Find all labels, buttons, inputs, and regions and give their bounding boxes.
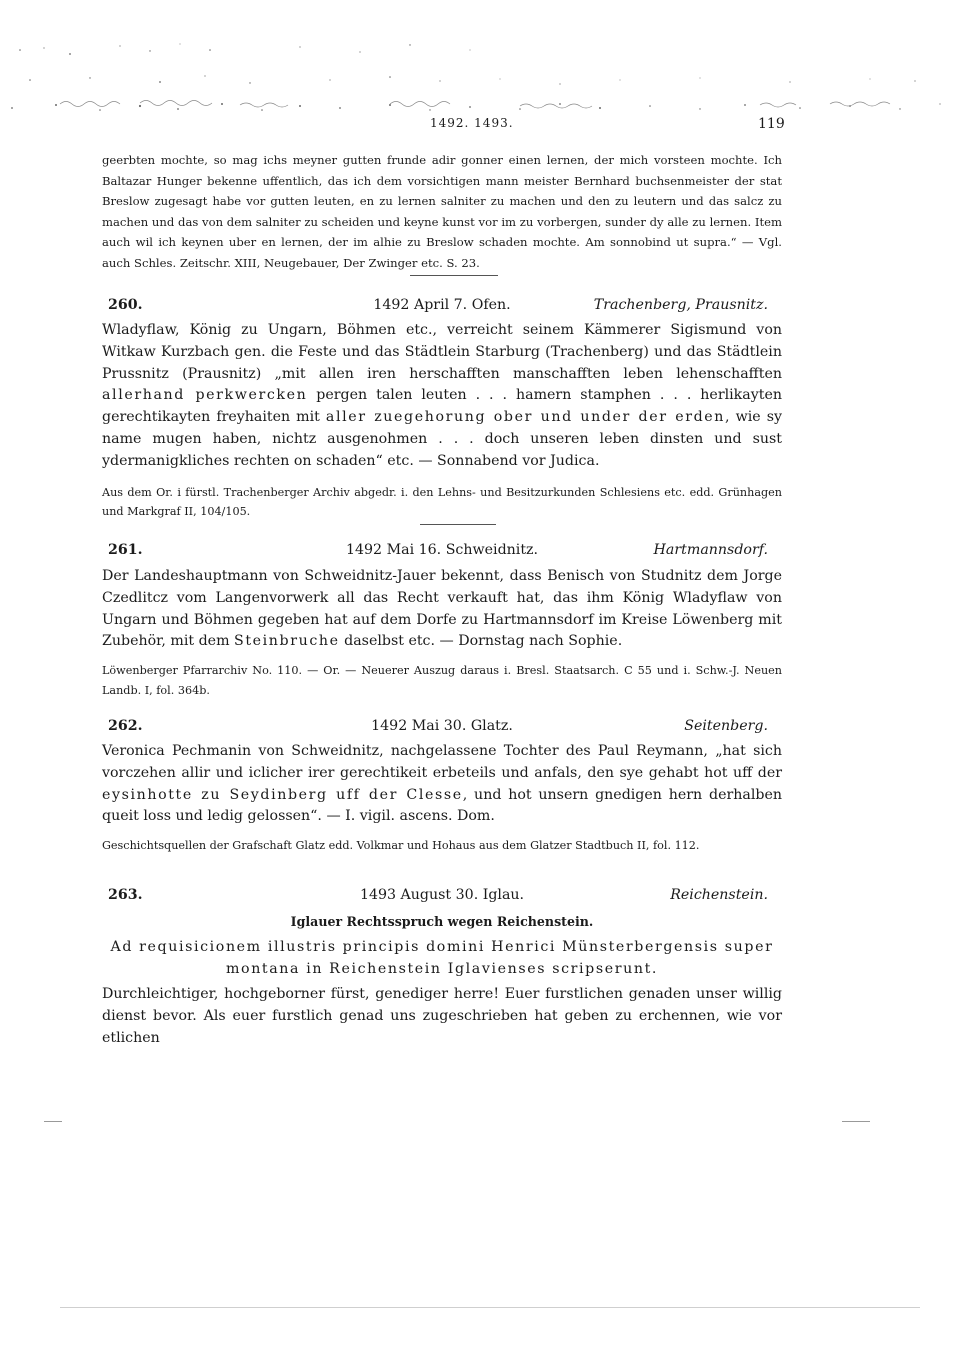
entry-source: Geschichtsquellen der Grafschaft Glatz edd. Volkmar und Hohaus aus dem Glatzer Stadtbuch II, fol. 112. [102,839,700,853]
entry-source: Löwenberger Pfarrarchiv No. 110. — Or. — Neuerer Auszug daraus i. Bresl. Staatsarch. C 55 und i. Schw.-J. Neuen Landb. I, fol. 364b. [102,664,782,697]
entry-date: 1492 April 7. Ofen. [373,297,511,313]
entry-text-part: Wladyflaw, König zu Ungarn, Böhmen etc., verreicht seinem Kämmerer Sigismund von Witkaw Kurzbach gen. die Feste und das Städtlein Starburg (Trachenberg) und das Städtlein Prussnitz (Prausnitz) „mit allen iren herschafften manschafften leben lehenschafften [102,322,782,382]
entry-number: 261. [108,542,143,558]
scan-mark [44,1121,62,1122]
entry-text-spaced: eysinhotte zu Seydinberg uff der Clesse [102,786,463,803]
entry-263-body [102,984,782,1049]
entry-text-part: pergen talen leuten . . . hamern stamphen . . . herlikayten gerechtikayten freyhaiten mit [102,387,782,426]
entry-262-body [102,741,782,856]
entry-date: 1493 August 30. Iglau. [359,887,525,903]
scan-mark [842,1121,870,1122]
entry-text-part: daselbst etc. — Dornstag nach Sophie. [339,633,623,650]
intro-paragraph-block [102,150,782,273]
entry-260-body [102,320,782,522]
separator-rule [410,275,498,276]
entry-text-part: , wie sy name mugen haben, nichtz ausgenohmen . . . doch unseren leben dinsten und sust ydermanigkliches rechten on schaden“ etc. — Sonnabend vor Judica. [102,409,782,469]
entry-place: Hartmannsdorf. [653,542,768,558]
entry-caption: Iglauer Rechtsspruch wegen Reichenstein. [290,914,594,929]
entry-number: 263. [108,887,143,903]
entry-263-header [102,887,782,909]
entry-place: Reichenstein. [670,887,768,903]
entry-261-header [102,542,782,564]
entry-text-part: Der Landeshauptmann von Schweidnitz-Jauer bekennt, dass Benisch von Studnitz dem Jorge Czedlitcz vom Langenvorwerk all das Recht verkauft hat, das ihm König Wladyflaw von Ungarn und Böhmen gegeben hat auf dem Dorfe zu Hartmannsdorf im Kreise Löwenberg mit Zubehör, mit dem [102,568,782,650]
entry-latin-line-1: Ad requisicionem illustris principis domini Henrici Münsterbergensis super [110,939,774,955]
entry-text [102,566,782,653]
entry-latin-line-2: montana in Reichenstein Iglavienses scripserunt. [226,961,658,977]
entry-261-body [102,566,782,700]
entry-262-header [102,718,782,740]
entry-text-part: Veronica Pechmanin von Schweidnitz, nachgelassene Tochter des Paul Reymann, „hat sich vorczehen allir und iclicher irer gerechtikeit erbeteils und anfals, den sye gehabt hot uff der [102,743,782,781]
entry-date: 1492 Mai 16. Schweidnitz. [345,542,539,558]
entry-text [102,320,782,473]
page-number: 119 [758,116,785,132]
entry-text-spaced: Steinbruche [234,633,340,650]
entry-text: Durchleichtiger, hochgeborner fürst, genediger herre! Euer furstlichen genaden unser willig dienst bevor. Als euer furstlich genad uns zugeschrieben hat geben zu erchennen, wie vor etlichen [102,986,782,1046]
entry-text-spaced: aller zuegehorung ober und under der erden [325,409,726,426]
entry-number: 260. [108,297,143,313]
scan-speckle-band [0,20,960,130]
scan-edge-line [60,1307,920,1308]
separator-rule [420,524,496,525]
running-head-years: 1492. 1493. [430,116,514,130]
entry-text-spaced: allerhand perkwercken [102,387,308,404]
entry-date: 1492 Mai 30. Glatz. [371,718,513,734]
entry-place: Seitenberg. [684,718,768,734]
entry-number: 262. [108,718,143,734]
running-head [0,116,960,136]
entry-place: Trachenberg, Prausnitz. [593,297,768,313]
entry-text-part: , und hot unsern gnedigen hern derhalben queit loss und ledig gelossen“. — I. vigil. ascens. Dom. [102,786,782,825]
entry-260-header [102,297,782,319]
intro-paragraph: geerbten mochte, so mag ichs meyner gutten frunde adir gonner einen lernen, der mich vorsteen mochte. Ich Baltazar Hunger bekenne uffentlich, das ich dem vorsichtigen mann meister Bernhard buchsenmeister der stat Breslow zugesagt habe vor gutten leuten, en zu lernen salniter zu machen und den zu leutern und das salcz zu machen und das von dem salniter zu scheiden und keyne kunst vor im zu vorbergen, sunder dy alle zu lernen. Item auch wil ich keynen uber en lernen, der im alhie zu Breslow schaden mochte. Am sonnobind ut supra.“ — Vgl. auch Schles. Zeitschr. XIII, Neugebauer, Der Zwinger etc. S. 23. [102,153,782,270]
entry-text [102,741,782,828]
entry-source: Aus dem Or. i fürstl. Trachenberger Archiv abgedr. i. den Lehns- und Besitzurkunden Schlesiens etc. edd. Grünhagen und Markgraf II, 104/105. [102,485,782,519]
